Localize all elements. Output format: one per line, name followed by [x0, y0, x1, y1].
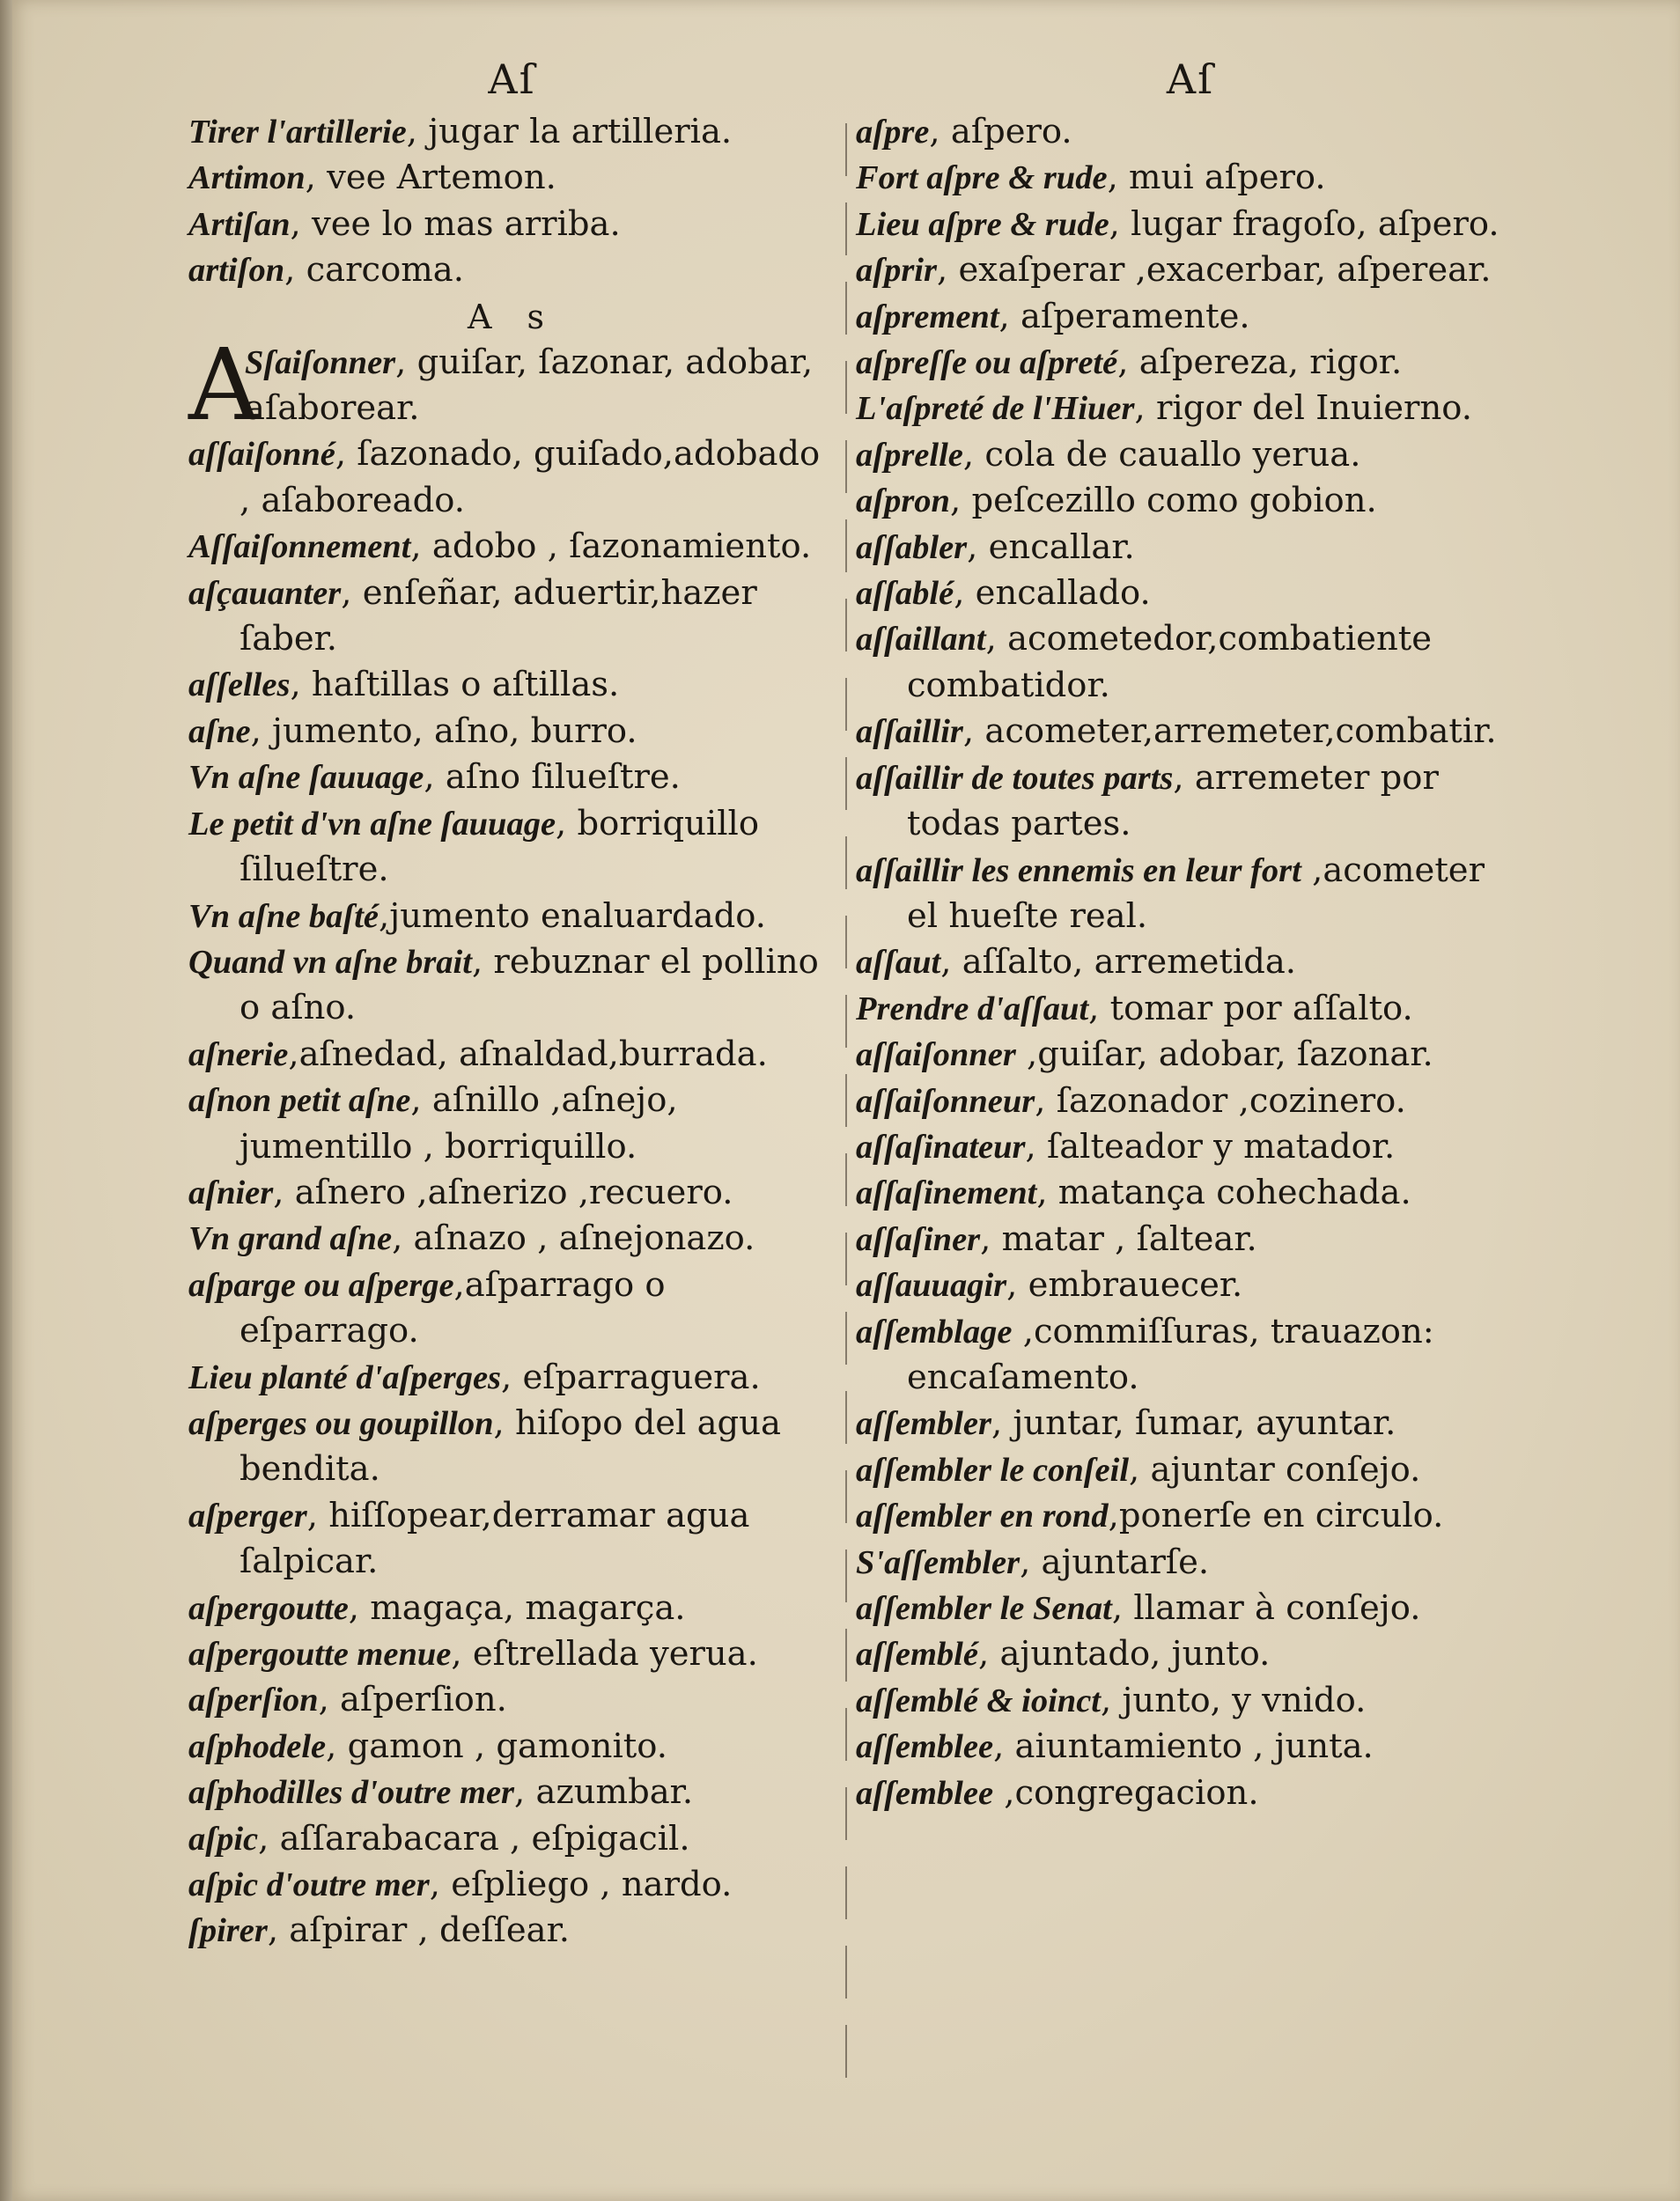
entry-definition: , haſtillas o aſtillas.	[290, 665, 620, 705]
entry-headword: Aſſaiſonnement	[188, 528, 411, 566]
right-entries	[856, 109, 1525, 1816]
dictionary-entry	[188, 755, 836, 800]
dictionary-entry	[856, 1678, 1525, 1724]
dictionary-entry	[856, 1724, 1525, 1770]
entry-headword: Artiſan	[188, 205, 291, 243]
entry-definition: , juntar, ſumar, ayuntar.	[991, 1403, 1396, 1444]
entry-definition: , llamar à conſejo.	[1111, 1588, 1421, 1628]
entry-headword: aſſaiſonneur	[856, 1082, 1035, 1120]
entry-headword: Tirer l'artillerie	[188, 114, 407, 151]
entry-definition: , carcoma.	[284, 250, 464, 291]
dictionary-entry	[856, 155, 1525, 201]
entry-definition: , exaſperar ,exacerbar, aſperear.	[936, 250, 1492, 291]
entry-headword: aſphodilles d'outre mer	[188, 1774, 515, 1812]
entry-definition: , arremeter por todas partes.	[907, 757, 1439, 844]
dictionary-entry	[856, 525, 1525, 570]
entry-definition: ,congregacion.	[993, 1772, 1259, 1813]
entry-definition: , ſazonado, guiſado,adobado , aſaboreado.	[239, 434, 821, 520]
dictionary-entry	[188, 801, 836, 894]
entry-headword: aſſembler le conſeil	[856, 1451, 1130, 1489]
dictionary-entry	[188, 939, 836, 1032]
entry-definition: , encallar.	[967, 526, 1135, 567]
entry-headword: aſſemblee	[856, 1728, 994, 1766]
entry-headword: aſpic	[188, 1820, 259, 1858]
entry-definition: , encallado.	[954, 573, 1151, 614]
entry-definition: , gamon , gamonito.	[326, 1726, 667, 1766]
dictionary-entry	[188, 1724, 836, 1770]
entry-headword: aſſaut	[856, 944, 941, 982]
dictionary-entry	[856, 109, 1525, 155]
dictionary-entry	[856, 294, 1525, 340]
entry-headword: Vn aſne baſté	[188, 897, 379, 935]
dictionary-entry	[188, 1170, 836, 1216]
entry-headword: aſnier	[188, 1174, 274, 1211]
dictionary-entry	[188, 109, 836, 155]
dictionary-entry	[856, 848, 1525, 940]
entry-definition: , hiſopo del agua bendita.	[239, 1402, 781, 1490]
entry-definition: , jugar la artilleria.	[406, 112, 733, 151]
entry-definition: ,aſnedad, aſnaldad,burrada.	[288, 1034, 768, 1074]
entry-headword: aſpic d'outre mer	[188, 1866, 430, 1904]
entry-headword: aſprelle	[856, 436, 963, 474]
dictionary-entry	[188, 709, 836, 755]
entry-definition: , aſſarabacara , eſpigacil.	[258, 1818, 690, 1859]
entry-headword: Artimon	[188, 159, 306, 197]
entry-headword: aſſaſiner	[856, 1220, 981, 1258]
entry-definition: , ajuntarſe.	[1020, 1542, 1210, 1582]
entry-headword: ſpirer	[188, 1912, 268, 1950]
dictionary-entry	[856, 1309, 1525, 1402]
entry-definition: , jumento, aſno, burro.	[250, 710, 637, 751]
entry-headword: Fort aſpre & rude	[856, 159, 1108, 197]
entry-definition: , mui aſpero.	[1107, 158, 1326, 198]
entry-definition: , aſſalto, arremetida.	[940, 942, 1297, 983]
entry-definition: , acometedor,combatiente combatidor.	[907, 619, 1433, 705]
entry-definition: , cola de cauallo yerua.	[962, 434, 1361, 475]
dictionary-entry	[856, 939, 1525, 985]
entry-headword: Quand vn aſne brait	[188, 943, 472, 981]
entry-definition: , adobo , ſazonamiento.	[410, 526, 812, 567]
dictionary-entry	[856, 1540, 1525, 1586]
dictionary-entry	[188, 1401, 836, 1493]
dictionary-entry	[856, 432, 1525, 478]
dictionary-entry	[188, 1216, 836, 1262]
entry-definition: , aſperſion.	[318, 1680, 507, 1720]
entry-headword: Prendre d'aſſaut	[856, 990, 1089, 1027]
entry-headword: aſprement	[856, 298, 999, 335]
entry-definition: , aſnillo ,aſnejo, jumentillo , borriquillo.	[239, 1080, 678, 1167]
entry-headword: Lieu planté d'aſperges	[188, 1358, 502, 1396]
dictionary-entry	[188, 570, 836, 663]
entry-definition: , eſparraguera.	[501, 1357, 761, 1397]
dictionary-entry	[188, 1493, 836, 1586]
entry-headword: aſſaillir de toutes parts	[856, 759, 1174, 797]
left-entries-after	[188, 431, 836, 1954]
drop-cap-letter: A	[188, 328, 260, 443]
dictionary-entry	[856, 247, 1525, 293]
entry-definition: , azumbar.	[514, 1772, 694, 1813]
entry-definition: , matança cohechada.	[1036, 1173, 1411, 1213]
entry-headword: aſſauuagir	[856, 1267, 1007, 1305]
entry-headword: aſſemblé	[856, 1636, 978, 1674]
entry-headword: aſſabler	[856, 528, 968, 566]
entry-definition: , rebuznar el pollino o aſno.	[239, 941, 819, 1028]
dictionary-entry	[856, 1262, 1525, 1308]
dictionary-entry	[856, 1770, 1525, 1816]
entry-headword: aſçauanter	[188, 574, 342, 612]
entry-definition: , aſpereza, rigor.	[1117, 342, 1403, 383]
entry-headword: aſſaſinateur	[856, 1128, 1026, 1166]
entry-headword: Lieu aſpre & rude	[856, 205, 1109, 243]
entry-definition: , rigor del Inuierno.	[1134, 388, 1472, 429]
entry-definition: , aſperamente.	[998, 296, 1250, 336]
entry-definition: , aiuntamiento , junta.	[993, 1726, 1374, 1767]
dictionary-entry	[188, 1262, 836, 1355]
entry-headword: Vn aſne ſauuage	[188, 759, 424, 797]
entry-headword: aſperger	[188, 1497, 307, 1535]
entry-definition: , enſeñar, aduertir,hazer ſaber.	[239, 572, 757, 659]
dictionary-entry	[856, 1401, 1525, 1446]
entry-headword: aſpron	[856, 482, 950, 520]
dictionary-entry	[856, 986, 1525, 1032]
entry-headword: aſprir	[856, 252, 937, 290]
entry-headword: aſſaillir	[856, 713, 963, 751]
dictionary-entry	[856, 1586, 1525, 1631]
entry-definition: , ajuntado, junto.	[977, 1634, 1271, 1675]
entry-headword: aſpergoutte	[188, 1589, 349, 1627]
dropcap-entry	[188, 328, 836, 443]
entry-definition: , magaça, magarça.	[348, 1587, 686, 1628]
entry-headword: aſperſion	[188, 1682, 319, 1719]
section-heading: A s	[467, 297, 557, 336]
dictionary-entry	[856, 1170, 1525, 1216]
running-header-right: Aſ	[1166, 55, 1215, 103]
entry-headword: aſnerie	[188, 1035, 289, 1073]
entry-definition: , eſtrellada yerua.	[451, 1634, 758, 1674]
entry-definition: ,ponerſe en circulo.	[1108, 1496, 1444, 1536]
dictionary-entry	[856, 478, 1525, 524]
dictionary-entry	[856, 386, 1525, 431]
dictionary-entry	[188, 155, 836, 201]
entry-definition: , guiſar, ſazonar, adobar, aſaborear.	[245, 342, 814, 429]
entry-definition: , hiſſopear,derramar agua ſalpicar.	[239, 1495, 750, 1582]
entry-headword: aſſemblage	[856, 1313, 1013, 1351]
entry-headword: artiſon	[188, 252, 285, 290]
dictionary-entry	[188, 1862, 836, 1908]
dictionary-entry	[188, 247, 836, 293]
entry-headword: aſſembler en rond	[856, 1498, 1109, 1535]
entry-definition: , aſpirar , deſſear.	[267, 1910, 571, 1951]
entry-headword: aſſemblee	[856, 1774, 994, 1812]
entry-definition: , embrauecer.	[1006, 1265, 1243, 1306]
entry-headword: aſſaillir les ennemis en leur fort	[856, 851, 1301, 889]
entry-headword: aſſablé	[856, 575, 954, 613]
entry-definition: , lugar fragoſo, aſpero.	[1109, 203, 1499, 244]
entry-definition: , eſpliego , nardo.	[429, 1865, 733, 1905]
entry-definition: , aſpero.	[929, 112, 1072, 151]
entry-headword: aſſaſinement	[856, 1174, 1037, 1212]
dictionary-entry	[188, 202, 836, 247]
running-header-left: Aſ	[488, 55, 536, 103]
dictionary-entry	[856, 1124, 1525, 1170]
entry-headword: L'aſpreté de l'Hiuer	[856, 390, 1135, 428]
dictionary-entry	[856, 1631, 1525, 1677]
dictionary-entry	[856, 1217, 1525, 1262]
dictionary-entry	[188, 1586, 836, 1631]
entry-definition: , junto, y vnido.	[1101, 1680, 1367, 1720]
entry-definition: , aſno ſilueſtre.	[424, 757, 681, 798]
entry-definition: ,aſparrago o eſparrago.	[239, 1264, 666, 1351]
dictionary-entry	[188, 662, 836, 708]
entry-headword: aſſemblé & ioinct	[856, 1682, 1101, 1719]
entry-definition: , peſcezillo como gobion.	[949, 481, 1377, 521]
dictionary-entry	[188, 1078, 836, 1170]
entry-definition: ,jumento enaluardado.	[379, 895, 766, 936]
entry-definition: ,acometer el hueſte real.	[907, 850, 1485, 936]
dictionary-entry	[856, 202, 1525, 247]
left-column	[188, 53, 836, 1954]
dictionary-entry	[188, 1631, 836, 1677]
dictionary-entry	[856, 1447, 1525, 1493]
dictionary-entry	[856, 755, 1525, 848]
entry-headword: aſnon petit aſne	[188, 1082, 411, 1120]
entry-definition: , borriquillo ſilueſtre.	[239, 803, 760, 890]
left-entries-before	[188, 109, 836, 294]
dictionary-entry	[188, 894, 836, 939]
entry-definition: , vee lo mas arriba.	[290, 203, 621, 244]
dictionary-entry	[188, 1032, 836, 1078]
entry-headword: aſphodele	[188, 1727, 327, 1765]
entry-headword: aſſaiſonné	[188, 436, 335, 474]
entry-definition: , aſnazo , aſnejonazo.	[392, 1218, 755, 1259]
entry-headword: aſne	[188, 712, 251, 750]
entry-headword: aſpre	[856, 114, 930, 151]
entry-headword: aſparge ou aſperge	[188, 1266, 454, 1304]
dictionary-entry	[188, 1677, 836, 1723]
entry-headword: Vn grand aſne	[188, 1220, 393, 1258]
dictionary-entry	[188, 1355, 836, 1401]
dictionary-entry	[188, 524, 836, 570]
entry-definition: , ajuntar conſejo.	[1129, 1449, 1421, 1490]
dictionary-entry	[856, 340, 1525, 386]
column-divider	[845, 123, 847, 2095]
page-edge	[0, 0, 12, 2201]
entry-definition: , ſazonador ,cozinero.	[1035, 1080, 1406, 1121]
entry-headword: Sſaiſonner	[245, 343, 396, 381]
entry-headword: Le petit d'vn aſne ſauuage	[188, 805, 556, 843]
dictionary-entry	[856, 616, 1525, 709]
entry-definition: , acometer,arremeter,combatir.	[962, 711, 1497, 752]
entry-definition: , aſnero ,aſnerizo ,recuero.	[273, 1172, 733, 1212]
dictionary-entry	[188, 1770, 836, 1815]
entry-headword: aſpreſſe ou aſpreté	[856, 344, 1118, 382]
entry-definition: , matar , ſaltear.	[980, 1218, 1257, 1259]
entry-definition: ,commiſſuras, trauazon: encaſamento.	[907, 1311, 1434, 1397]
right-column	[856, 53, 1525, 1816]
dictionary-entry	[188, 1816, 836, 1862]
entry-headword: aſſembler	[856, 1405, 991, 1443]
book-page	[12, 0, 1680, 2201]
entry-headword: aſſaillant	[856, 621, 986, 659]
entry-headword: aſſembler le Senat	[856, 1590, 1112, 1627]
entry-headword: aſperges ou goupillon	[188, 1404, 494, 1442]
entry-headword: S'aſſembler	[856, 1543, 1021, 1581]
entry-headword: aſſaiſonner	[856, 1036, 1016, 1074]
entry-headword: aſpergoutte menue	[188, 1636, 452, 1673]
dictionary-entry	[856, 709, 1525, 755]
dictionary-entry	[856, 1078, 1525, 1124]
entry-definition: , vee Artemon.	[305, 158, 556, 198]
entry-definition: , ſalteador y matador.	[1025, 1126, 1396, 1167]
dictionary-entry	[856, 570, 1525, 616]
entry-headword: aſſelles	[188, 666, 291, 704]
entry-definition: ,guiſar, adobar, ſazonar.	[1015, 1034, 1433, 1075]
entry-definition: , tomar por aſſalto.	[1088, 988, 1413, 1028]
dictionary-entry	[188, 431, 836, 524]
dictionary-entry	[856, 1493, 1525, 1539]
dictionary-entry	[188, 1908, 836, 1954]
dictionary-entry	[856, 1032, 1525, 1078]
